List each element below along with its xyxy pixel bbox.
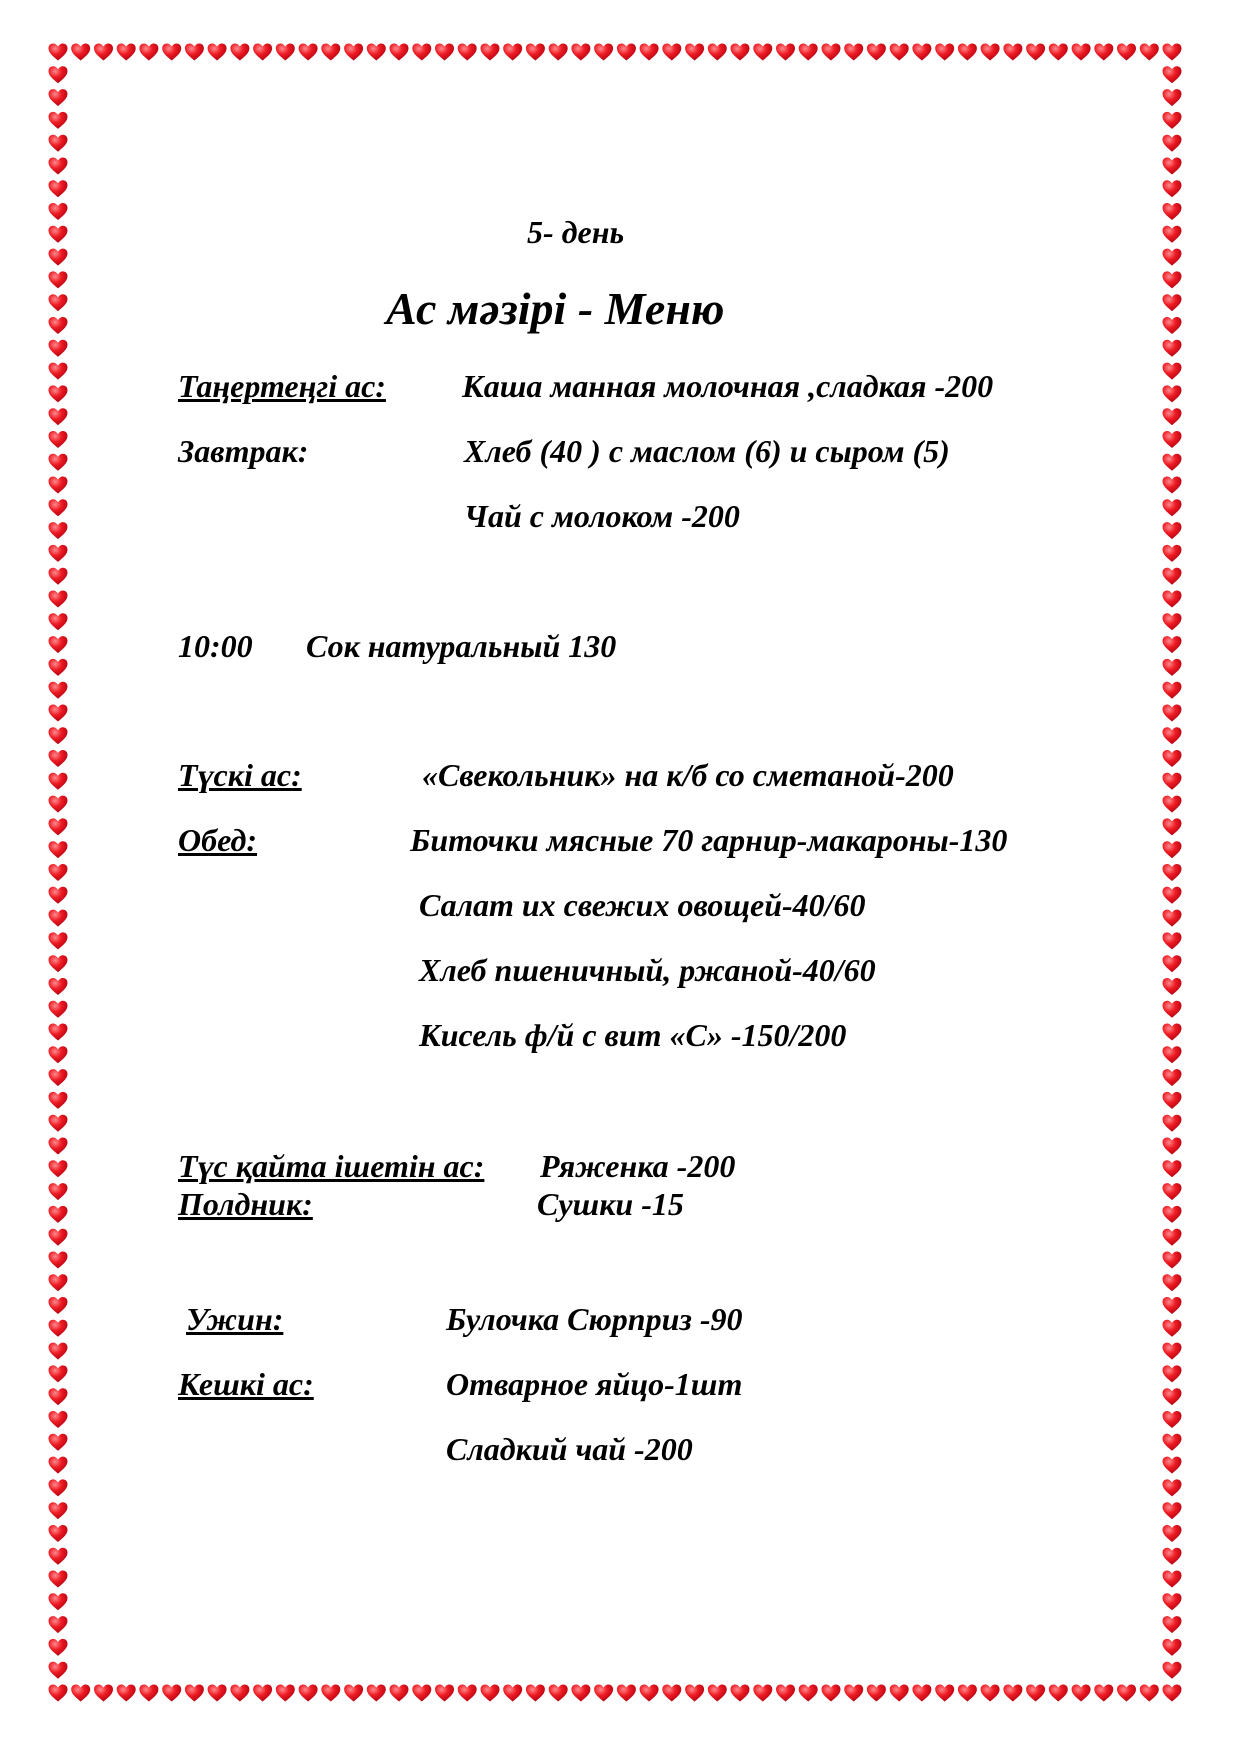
heart-icon [1163,1525,1182,1542]
heart-icon [49,1639,68,1656]
heart-icon [49,1115,68,1132]
heart-icon [549,44,568,61]
heart-icon [321,44,340,61]
heart-icon [49,477,68,494]
heart-icon [1163,1365,1182,1382]
heart-icon [617,1685,636,1702]
heart-icon [49,591,68,608]
heart-icon [1163,1183,1182,1200]
heart-icon [1049,44,1068,61]
heart-icon [49,1229,68,1246]
heart-icon [594,44,613,61]
heart-icon [230,1685,249,1702]
heart-icon [49,1479,68,1496]
heart-icon [685,1685,704,1702]
heart-icon [49,431,68,448]
heart-icon [367,1685,386,1702]
heart-icon [1163,1252,1182,1269]
heart-icon [1163,226,1182,243]
heart-icon [49,1274,68,1291]
day-heading: 5- день [527,214,625,250]
heart-icon [481,44,500,61]
heart-icon [844,44,863,61]
heart-icon [49,773,68,790]
heart-icon [1117,1685,1136,1702]
heart-icon [1163,477,1182,494]
heart-icon [1163,294,1182,311]
heart-icon [49,1252,68,1269]
heart-icon [526,44,545,61]
heart-icon [1163,705,1182,722]
heart-icon [822,1685,841,1702]
heart-icon [1026,44,1045,61]
heart-icon [49,910,68,927]
heart-icon [1163,317,1182,334]
heart-icon [94,44,113,61]
heart-icon [276,1685,295,1702]
heart-icon [1163,932,1182,949]
heart-icon [1163,864,1182,881]
heart-icon [1163,910,1182,927]
heart-icon [49,1069,68,1086]
heart-icon [662,44,681,61]
heart-icon [1163,1343,1182,1360]
heart-icon [1163,682,1182,699]
heart-icon [1163,1297,1182,1314]
heart-icon [1163,1616,1182,1633]
dinner-label-ru: Ужин: [186,1301,284,1337]
heart-icon [253,1685,272,1702]
heart-icon [617,44,636,61]
lunch-item: Кисель ф/й с вит «С» -150/200 [419,1017,847,1053]
heart-icon [49,955,68,972]
heart-icon [49,1320,68,1337]
heart-icon [844,1685,863,1702]
heart-icon [49,1685,68,1702]
heart-icon [94,1685,113,1702]
lunch-label-ru: Обед: [178,822,258,858]
heart-icon [1163,545,1182,562]
heart-icon [867,44,886,61]
heart-icon [1163,1457,1182,1474]
heart-icon [1003,44,1022,61]
heart-icon [1049,1685,1068,1702]
heart-icon [435,44,454,61]
heart-icon [1140,44,1159,61]
heart-icon [1094,1685,1113,1702]
heart-icon [321,1685,340,1702]
heart-icon [49,158,68,175]
heart-icon [753,1685,772,1702]
heart-icon [1163,1001,1182,1018]
heart-icon [435,1685,454,1702]
heart-icon [49,545,68,562]
heart-icon [1163,522,1182,539]
heart-icon [49,66,68,83]
heart-icon [49,89,68,106]
heart-icon [571,44,590,61]
heart-icon [1163,89,1182,106]
heart-icon [549,1685,568,1702]
heart-icon [390,44,409,61]
heart-icon [49,705,68,722]
heart-icon [1163,591,1182,608]
heart-icon [49,932,68,949]
heart-icon [640,44,659,61]
heart-icon [139,44,158,61]
heart-icon [49,522,68,539]
heart-icon [1163,44,1182,61]
heart-icon [1140,1685,1159,1702]
heart-icon [708,44,727,61]
heart-icon [162,1685,181,1702]
heart-icon [503,44,522,61]
heart-icon [208,1685,227,1702]
heart-icon [1163,66,1182,83]
heart-icon [753,44,772,61]
heart-icon [1163,818,1182,835]
heart-icon [412,44,431,61]
page-title: Ас мәзірі - Меню [386,283,725,334]
heart-icon [208,44,227,61]
heart-icon [1163,1024,1182,1041]
heart-icon [776,44,795,61]
heart-icon [344,44,363,61]
heart-icon [1163,887,1182,904]
breakfast-item: Каша манная молочная ,сладкая -200 [462,368,994,404]
heart-icon [49,1365,68,1382]
heart-icon [49,750,68,767]
heart-icon [1163,1571,1182,1588]
heart-icon [799,1685,818,1702]
heart-icon [230,44,249,61]
heart-icon [822,44,841,61]
heart-icon [685,44,704,61]
afternoon-item: Ряженка -200 [540,1148,736,1184]
heart-icon [49,978,68,995]
heart-icon [1163,636,1182,653]
heart-icon [867,1685,886,1702]
heart-icon [49,1434,68,1451]
heart-icon [49,1411,68,1428]
heart-icon [71,1685,90,1702]
heart-icon [526,1685,545,1702]
afternoon-item: Сушки -15 [537,1186,684,1222]
heart-icon [49,1502,68,1519]
heart-icon [640,1685,659,1702]
heart-icon [49,271,68,288]
heart-icon [299,44,318,61]
heart-icon [49,317,68,334]
heart-icon [1026,1685,1045,1702]
heart-icon [49,1160,68,1177]
heart-icon [1163,135,1182,152]
heart-icon [1163,727,1182,744]
snack-item: Сок натуральный 130 [306,628,617,664]
heart-icon [1163,1411,1182,1428]
heart-icon [49,1046,68,1063]
heart-icon [481,1685,500,1702]
heart-icon [1163,1320,1182,1337]
heart-icon [1072,1685,1091,1702]
heart-icon [49,249,68,266]
heart-icon [117,1685,136,1702]
heart-icon [49,499,68,516]
heart-icon [49,1525,68,1542]
heart-icon [1163,203,1182,220]
snack-time: 10:00 [178,628,253,664]
heart-icon [1163,1046,1182,1063]
heart-icon [49,818,68,835]
heart-icon [49,1206,68,1223]
heart-icon [344,1685,363,1702]
heart-icon [49,135,68,152]
heart-icon [49,454,68,471]
heart-icon [1163,841,1182,858]
heart-icon [799,44,818,61]
heart-icon [1163,158,1182,175]
heart-icon [1163,1138,1182,1155]
heart-icon [981,44,1000,61]
heart-icon [1163,112,1182,129]
heart-icon [49,180,68,197]
heart-icon [1163,613,1182,630]
heart-icon [1163,796,1182,813]
breakfast-item: Хлеб (40 ) с маслом (6) и сыром (5) [464,433,950,469]
heart-icon [49,1548,68,1565]
heart-icon [594,1685,613,1702]
heart-icon [49,1457,68,1474]
heart-icon [1163,180,1182,197]
heart-icon [49,1297,68,1314]
heart-icon [1163,454,1182,471]
heart-icon [1163,249,1182,266]
dinner-label-kz: Кешкі ас: [178,1366,314,1402]
heart-icon [1163,363,1182,380]
heart-icon [1163,978,1182,995]
heart-icon [1163,750,1182,767]
heart-icon [1163,568,1182,585]
heart-icon [49,1001,68,1018]
heart-icon [49,112,68,129]
heart-icon [49,682,68,699]
heart-icon [1163,1685,1182,1702]
heart-icon [958,1685,977,1702]
heart-icon [49,1343,68,1360]
heart-icon [49,613,68,630]
heart-icon [1163,1434,1182,1451]
heart-icon [708,1685,727,1702]
heart-icon [1163,408,1182,425]
lunch-item: Салат их свежих овощей-40/60 [419,887,866,923]
heart-icon [49,385,68,402]
afternoon-label-kz: Түс қайта ішетін ас: [178,1148,485,1184]
heart-icon [1163,499,1182,516]
heart-icon [390,1685,409,1702]
heart-icon [1163,955,1182,972]
heart-icon [49,1138,68,1155]
heart-icon [49,1593,68,1610]
heart-icon [571,1685,590,1702]
heart-icon [185,44,204,61]
dinner-item: Булочка Сюрприз -90 [446,1301,743,1337]
heart-icon [1072,44,1091,61]
heart-icon [49,1092,68,1109]
lunch-item: «Свекольник» на к/б со сметаной-200 [422,757,954,793]
heart-icon [185,1685,204,1702]
dinner-item: Отварное яйцо-1шт [446,1366,743,1402]
heart-icon [1163,1479,1182,1496]
heart-icon [49,226,68,243]
heart-icon [458,44,477,61]
heart-icon [49,1571,68,1588]
heart-icon [276,44,295,61]
heart-icon [1163,1115,1182,1132]
heart-icon [1163,1092,1182,1109]
breakfast-label-kz: Таңертеңгі ас: [178,368,386,404]
breakfast-label-ru: Завтрак: [178,433,309,469]
heart-icon [662,1685,681,1702]
heart-icon [1163,431,1182,448]
lunch-label-kz: Түскі ас: [178,757,302,793]
heart-icon [1163,1206,1182,1223]
heart-icon [1163,1639,1182,1656]
heart-icon [1117,44,1136,61]
heart-icon [49,1183,68,1200]
heart-icon [1003,1685,1022,1702]
heart-icon [935,1685,954,1702]
heart-icon [49,727,68,744]
heart-icon [1163,773,1182,790]
heart-icon [458,1685,477,1702]
lunch-item: Хлеб пшеничный, ржаной-40/60 [419,952,876,988]
heart-icon [49,864,68,881]
heart-icon [49,363,68,380]
heart-icon [49,796,68,813]
heart-icon [1163,1229,1182,1246]
heart-icon [776,1685,795,1702]
heart-icon [367,44,386,61]
heart-icon [1163,385,1182,402]
heart-icon [71,44,90,61]
heart-icon [958,44,977,61]
heart-icon [1163,1160,1182,1177]
heart-icon [412,1685,431,1702]
heart-icon [1163,1274,1182,1291]
heart-icon [49,294,68,311]
heart-icon [49,1388,68,1405]
heart-icon [1163,1662,1182,1679]
heart-icon [890,1685,909,1702]
heart-icon [1163,1388,1182,1405]
heart-icon [117,44,136,61]
heart-icon [49,340,68,357]
heart-icon [1163,1593,1182,1610]
heart-icon [253,44,272,61]
heart-icon [912,1685,931,1702]
heart-icon [49,1024,68,1041]
heart-icon [731,1685,750,1702]
heart-icon [49,636,68,653]
heart-icon [1163,1069,1182,1086]
heart-icon [890,44,909,61]
heart-icon [49,659,68,676]
heart-icon [49,44,68,61]
dinner-item: Сладкий чай -200 [446,1431,693,1467]
heart-icon [49,568,68,585]
heart-icon [139,1685,158,1702]
heart-icon [299,1685,318,1702]
breakfast-item: Чай с молоком -200 [464,498,740,534]
heart-icon [162,44,181,61]
heart-icon [1163,1502,1182,1519]
heart-icon [731,44,750,61]
heart-icon [1094,44,1113,61]
heart-icon [981,1685,1000,1702]
heart-icon [503,1685,522,1702]
heart-icon [49,203,68,220]
heart-icon [49,887,68,904]
afternoon-label-ru: Полдник: [178,1186,313,1222]
heart-icon [1163,340,1182,357]
heart-icon [912,44,931,61]
heart-icon [1163,271,1182,288]
lunch-item: Биточки мясные 70 гарнир-макароны-130 [410,822,1008,858]
heart-icon [49,1662,68,1679]
heart-icon [935,44,954,61]
heart-icon [49,1616,68,1633]
heart-icon [1163,659,1182,676]
heart-icon [49,408,68,425]
heart-icon [1163,1548,1182,1565]
heart-icon [49,841,68,858]
